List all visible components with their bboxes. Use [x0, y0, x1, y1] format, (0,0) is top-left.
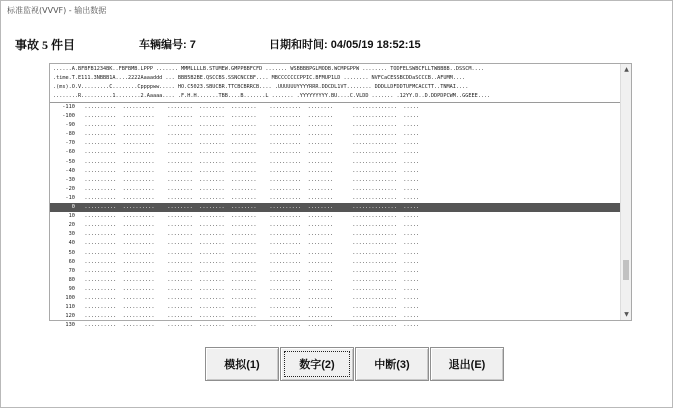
row-values: .......... .......... ........ ........ ........ .......... ........ .............. ..... [78, 104, 420, 110]
row-time-label: 120 [65, 313, 75, 320]
scroll-down-icon[interactable]: ▼ [624, 311, 629, 318]
incident-datetime: 日期和时间: 04/05/19 18:52:15 [269, 39, 421, 51]
table-row[interactable] [50, 230, 621, 239]
table-row[interactable] [50, 258, 621, 267]
table-row[interactable] [50, 203, 621, 212]
row-values: .......... .......... ........ ........ ........ .......... ........ .............. ..... [78, 240, 420, 247]
table-row[interactable] [50, 167, 621, 176]
row-time-label: 90 [68, 285, 75, 292]
row-time-label: -90 [65, 122, 75, 129]
row-time-label: -110 [62, 104, 75, 110]
table-row[interactable] [50, 103, 621, 112]
row-values: .......... .......... ........ ........ ........ .......... ........ .............. ..... [78, 231, 420, 238]
simulate-button[interactable]: 模拟(1) [205, 347, 279, 381]
row-values: .......... .......... ........ ........ ........ .......... ........ .............. ..... [78, 276, 420, 283]
row-time-label: -20 [65, 185, 75, 192]
row-time-label: 110 [65, 304, 75, 311]
row-values: .......... .......... ........ ........ ........ .......... ........ .............. ..... [78, 222, 420, 229]
row-time-label: 30 [68, 231, 75, 238]
table-row[interactable] [50, 139, 621, 148]
vertical-scrollbar[interactable] [620, 64, 631, 320]
row-time-label: 0 [71, 204, 75, 211]
table-row[interactable] [50, 294, 621, 303]
row-values: .......... .......... ........ ........ ........ .......... ........ .............. ..... [78, 322, 420, 329]
column-header [50, 64, 621, 103]
table-row[interactable] [50, 267, 621, 276]
table-row[interactable] [50, 194, 621, 203]
row-values: .......... .......... ........ ........ ........ .......... ........ .............. ..... [78, 267, 420, 274]
table-row[interactable] [50, 312, 621, 321]
row-values: .......... .......... ........ ........ ........ .......... ........ .............. ..... [78, 213, 420, 220]
table-row[interactable] [50, 112, 621, 121]
incident-header [1, 36, 672, 52]
table-row[interactable] [50, 130, 621, 139]
row-values: .......... .......... ........ ........ ........ .......... ........ .............. ..... [78, 194, 420, 201]
table-row[interactable] [50, 185, 621, 194]
row-values: .......... .......... ........ ........ ........ .......... ........ .............. ..... [78, 204, 420, 211]
row-values: .......... .......... ........ ........ ........ .......... ........ .............. ..... [78, 258, 420, 265]
row-values: .......... .......... ........ ........ ........ .......... ........ .............. ..... [78, 294, 420, 301]
digital-button[interactable]: 数字(2) [280, 347, 354, 381]
row-time-label: 70 [68, 267, 75, 274]
column-header-line: ......A.BFBFB1234BK..FBFBMB.LPPP ....... MMMLLLLB.STUMEW.GMPPBBFCFD ....... WSBBBBPGLMODB.WCMPGPPW ........ TODFELSWBCFLLTWBBBB..DSSCM.... [53, 66, 484, 72]
table-row[interactable] [50, 158, 621, 167]
row-time-label: 80 [68, 276, 75, 283]
row-time-label: 40 [68, 240, 75, 247]
row-time-label: -30 [65, 176, 75, 183]
table-row[interactable] [50, 285, 621, 294]
table-row[interactable] [50, 321, 621, 330]
table-row[interactable] [50, 303, 621, 312]
incident-number: 事故 5 件目 [15, 38, 76, 52]
row-time-label: -40 [65, 167, 75, 174]
row-values: .......... .......... ........ ........ ........ .......... ........ .............. ..... [78, 304, 420, 311]
window-title: 标准监视(VVVF) - 输出数据 [7, 6, 107, 15]
column-header-line: ........R..........1........2.Aaaaa.... .F.H.H.......TBB....B.......L ....... .YYYYYYYYY.BU....C.VLDD ....... .12YY.D..D.DDPDPCWM..GGEEE.... [53, 93, 491, 99]
table-row[interactable] [50, 148, 621, 157]
data-rows[interactable] [50, 103, 621, 329]
row-time-label: -60 [65, 149, 75, 156]
column-header-line: .(ms).O.V.........C........Cppppww..... HO.C5023.SBUCBR.TTCBCBRRCB.... .UUUUUUYYYYRRR.DDCDL1VT........ DDDLLDFDDTUFMCACCTT..TNMAI.... [53, 84, 469, 90]
table-row[interactable] [50, 249, 621, 258]
row-values: .......... .......... ........ ........ ........ .......... ........ .............. ..... [78, 313, 420, 320]
table-row[interactable] [50, 121, 621, 130]
scroll-up-icon[interactable]: ▲ [624, 66, 629, 73]
table-row[interactable] [50, 276, 621, 285]
button-bar [1, 347, 672, 383]
row-values: .......... .......... ........ ........ ........ .......... ........ .............. ..... [78, 285, 420, 292]
data-table-panel [49, 63, 632, 329]
row-time-label: 50 [68, 249, 75, 256]
vehicle-number: 车辆编号: 7 [139, 39, 196, 51]
row-values: .......... .......... ........ ........ ........ .......... ........ .............. ..... [78, 249, 420, 256]
row-time-label: 10 [68, 213, 75, 220]
row-values: .......... .......... ........ ........ ........ .......... ........ .............. ..... [78, 113, 420, 120]
scrollbar-thumb[interactable] [623, 260, 629, 280]
row-time-label: 60 [68, 258, 75, 265]
table-row[interactable] [50, 176, 621, 185]
row-time-label: 130 [65, 322, 75, 329]
row-time-label: -10 [65, 194, 75, 201]
column-header-line: .time.T.E111.3NBBB1A....2222Aaaaddd ... BBB5B2BE.QSCCBS.SSNCNCCBF.... MBCCCCCCCPPIC.BFMUP1LD ........ NVFCaCESSBCDDaSCCCB..AFUMM.... [53, 75, 466, 81]
row-values: .......... .......... ........ ........ ........ .......... ........ .............. ..... [78, 185, 420, 192]
row-values: .......... .......... ........ ........ ........ .......... ........ .............. ..... [78, 167, 420, 174]
row-values: .......... .......... ........ ........ ........ .......... ........ .............. ..... [78, 158, 420, 165]
row-values: .......... .......... ........ ........ ........ .......... ........ .............. ..... [78, 176, 420, 183]
table-row[interactable] [50, 212, 621, 221]
row-values: .......... .......... ........ ........ ........ .......... ........ .............. ..... [78, 140, 420, 147]
row-values: .......... .......... ........ ........ ........ .......... ........ .............. ..... [78, 131, 420, 138]
interrupt-button[interactable]: 中断(3) [355, 347, 429, 381]
row-values: .......... .......... ........ ........ ........ .......... ........ .............. ..... [78, 122, 420, 129]
row-values: .......... .......... ........ ........ ........ .......... ........ .............. ..... [78, 149, 420, 156]
row-time-label: -70 [65, 140, 75, 147]
table-row[interactable] [50, 221, 621, 230]
exit-button[interactable]: 退出(E) [430, 347, 504, 381]
row-time-label: -80 [65, 131, 75, 138]
table-row[interactable] [50, 239, 621, 248]
row-time-label: -100 [62, 113, 75, 120]
row-time-label: -50 [65, 158, 75, 165]
row-time-label: 20 [68, 222, 75, 229]
row-time-label: 100 [65, 294, 75, 301]
